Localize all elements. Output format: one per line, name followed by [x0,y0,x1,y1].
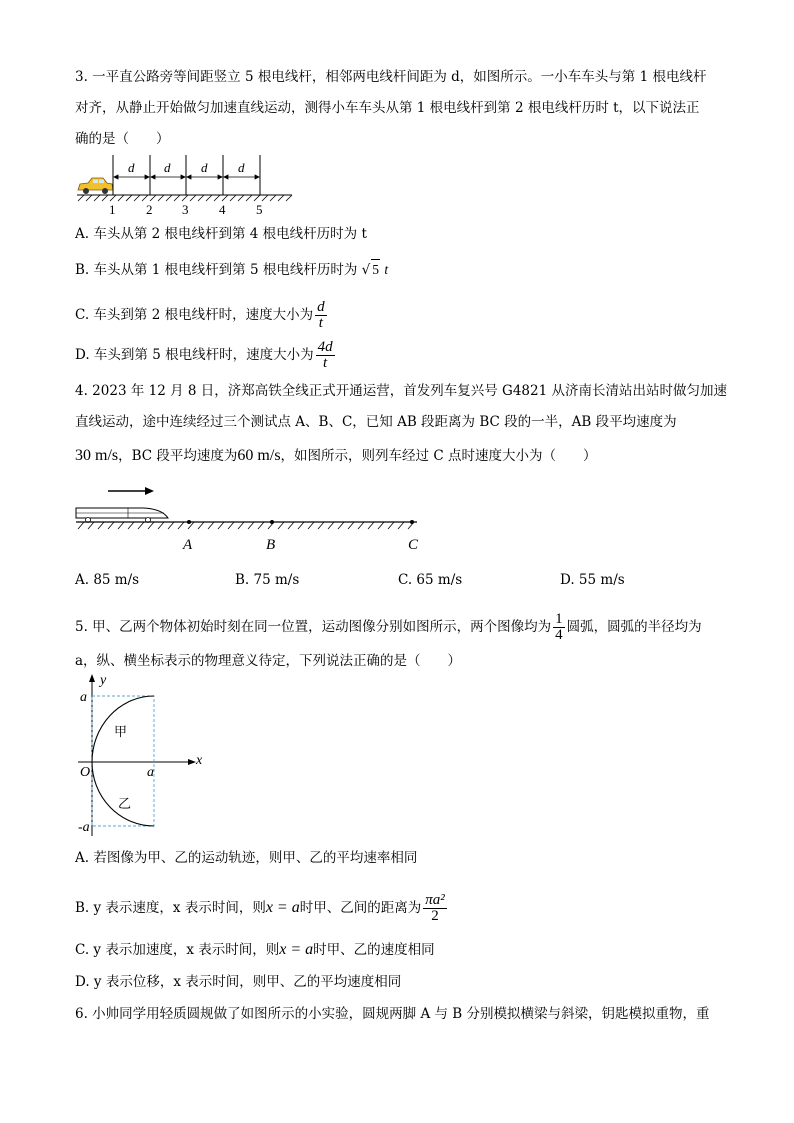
train-icon [76,508,168,523]
q4-stem-line1: 4. 2023 年 12 月 8 日，济郑高铁全线正式开通运营，首发列车复兴号 G4821 从济南长清站出站时做匀加速 [75,383,727,399]
q5-option-a: A. 若图像为甲、乙的运动轨迹，则甲、乙的平均速率相同 [75,850,418,866]
direction-arrow-icon [108,487,154,495]
point-label-c: C [408,537,419,553]
q3-option-c: C. 车头到第 2 根电线杆时，速度大小为 $\frac{d}{t}$ [75,299,325,331]
q4-stem-line2: 直线运动，途中连续经过三个测试点 A、B、C，已知 AB 段距离为 BC 段的一半，AB 段平均速度为 [75,414,677,430]
pole-label: 4 [219,202,226,217]
curve-label-jia: 甲 [114,724,128,739]
gap-label: d [164,160,171,175]
pole-label: 3 [182,202,189,217]
q5-stem-line2: a，纵、横坐标表示的物理意义待定，下列说法正确的是（ ） [75,653,462,669]
point-label-b: B [266,537,276,553]
pole-label: 1 [109,202,116,217]
a-bottom-label: -a [78,820,90,835]
q4-option-b: B. 75 m/s [235,572,300,588]
q3-option-b: B. 车头从第 1 根电线杆到第 5 根电线杆历时为 √ 5 t [75,259,388,280]
q5-stem-line1: 5. 甲、乙两个物体初始时刻在同一位置，运动图像分别如图所示，两个图像均为 $\frac{1}{4}$ 圆弧，圆弧的半径均为 [75,611,702,643]
curve-label-yi: 乙 [118,796,132,811]
q5-option-c: C. y 表示加速度，x 表示时间，则x = a时甲、乙的速度相同 [75,941,435,958]
gap-label: d [201,160,208,175]
q4-option-c: C. 65 m/s [398,572,463,588]
q3-stem-line1: 3. 一平直公路旁等间距竖立 5 根电线杆，相邻两电线杆间距为 d，如图所示。一小车车头与第 1 根电线杆 [75,69,707,85]
q4-option-d: D. 55 m/s [560,572,625,588]
car-icon [78,178,113,194]
q3-option-a: A. 车头从第 2 根电线杆到第 4 根电线杆历时为 t [75,226,367,242]
pole-label: 2 [146,202,153,217]
a-top-label: a [80,690,87,705]
q4-stem-line3: 30 m/s，BC 段平均速度为60 m/s，如图所示，则列车经过 C 点时速度大小为（ ） [75,447,597,464]
q3-stem-line3: 确的是（ ） [75,131,170,147]
q4-option-a: A. 85 m/s [75,572,140,588]
q6-stem-line1: 6. 小帅同学用轻质圆规做了如图所示的小实验，圆规两脚 A 与 B 分别模拟横梁与斜梁，钥匙模拟重物，重 [75,1006,710,1022]
pole-label: 5 [256,202,263,217]
q5-figure-graph [72,672,212,840]
q5-option-d: D. y 表示位移，x 表示时间，则甲、乙的平均速度相同 [75,974,402,990]
q3-figure-poles [72,150,302,220]
point-label-a: A [183,537,193,553]
q4-figure-train [72,482,432,557]
y-axis-label: y [100,673,107,688]
q5-option-b: B. y 表示速度，x 表示时间，则x = a时甲、乙间的距离为 $\frac{\text{πa²}}{2}$ [75,892,445,924]
origin-label: O [80,765,91,780]
q3-option-d: D. 车头到第 5 根电线杆时，速度大小为 $\frac{4d}{t}$ [75,339,333,371]
a-x-label: a [147,765,154,780]
gap-label: d [128,160,135,175]
q3-stem-line2: 对齐，从静止开始做匀加速直线运动，测得小车车头从第 1 根电线杆到第 2 根电线杆历时 t，以下说法正 [75,100,700,116]
gap-label: d [238,160,245,175]
x-axis-label: x [196,753,203,768]
